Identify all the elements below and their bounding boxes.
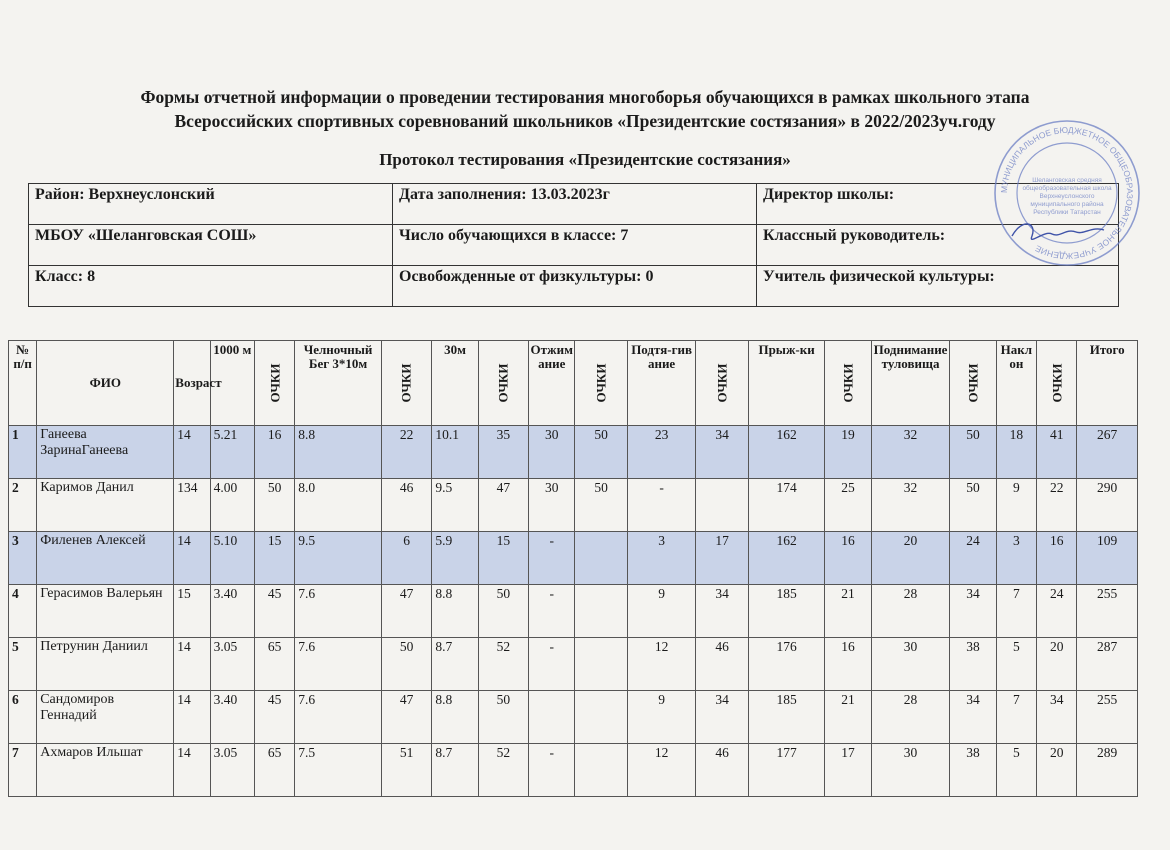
cell-age: 15 bbox=[174, 585, 210, 638]
table-row bbox=[9, 426, 1138, 479]
cell-1000m-points: 50 bbox=[254, 479, 294, 532]
cell-number: 5 bbox=[9, 638, 37, 691]
cell-jumps: 162 bbox=[748, 426, 825, 479]
cell-name: Сандомиров Геннадий bbox=[37, 691, 174, 744]
cell-situps-points: 34 bbox=[950, 691, 996, 744]
col-points: ОЧКИ bbox=[825, 341, 871, 426]
col-name: ФИО bbox=[37, 341, 174, 426]
cell-number: 3 bbox=[9, 532, 37, 585]
cell-shuttle-points: 47 bbox=[381, 585, 431, 638]
cell-pullups-points: 17 bbox=[696, 532, 748, 585]
cell-1000m: 4.00 bbox=[210, 479, 254, 532]
cell-number: 2 bbox=[9, 479, 37, 532]
cell-pushups: - bbox=[529, 532, 575, 585]
cell-situps-points: 24 bbox=[950, 532, 996, 585]
table-row bbox=[9, 479, 1138, 532]
cell-shuttle: 7.6 bbox=[295, 638, 382, 691]
cell-jumps-points: 19 bbox=[825, 426, 871, 479]
table-row bbox=[9, 532, 1138, 585]
cell-flexibility: 5 bbox=[996, 744, 1036, 797]
cell-flexibility-points: 20 bbox=[1037, 744, 1077, 797]
cell-pullups-points: 46 bbox=[696, 744, 748, 797]
info-school: МБОУ «Шеланговская СОШ» bbox=[29, 225, 393, 266]
cell-30m: 5.9 bbox=[432, 532, 478, 585]
info-district: Район: Верхнеуслонский bbox=[29, 184, 393, 225]
cell-situps-points: 34 bbox=[950, 585, 996, 638]
col-number: № п/п bbox=[9, 341, 37, 426]
cell-total: 255 bbox=[1077, 585, 1138, 638]
cell-jumps-points: 17 bbox=[825, 744, 871, 797]
cell-flexibility-points: 41 bbox=[1037, 426, 1077, 479]
cell-name: Петрунин Даниил bbox=[37, 638, 174, 691]
cell-30m: 10.1 bbox=[432, 426, 478, 479]
cell-jumps-points: 16 bbox=[825, 532, 871, 585]
cell-pushups-points bbox=[575, 744, 627, 797]
cell-30m: 8.8 bbox=[432, 691, 478, 744]
cell-shuttle-points: 50 bbox=[381, 638, 431, 691]
cell-jumps: 185 bbox=[748, 691, 825, 744]
cell-pullups: - bbox=[627, 479, 696, 532]
cell-30m-points: 47 bbox=[478, 479, 528, 532]
cell-pullups: 12 bbox=[627, 744, 696, 797]
cell-30m-points: 52 bbox=[478, 744, 528, 797]
cell-shuttle-points: 6 bbox=[381, 532, 431, 585]
cell-flexibility-points: 24 bbox=[1037, 585, 1077, 638]
cell-pullups: 23 bbox=[627, 426, 696, 479]
protocol-subtitle: Протокол тестирования «Президентские состязания» bbox=[379, 150, 791, 169]
cell-name: Ганеева ЗаринаГанеева bbox=[37, 426, 174, 479]
cell-pushups-points bbox=[575, 638, 627, 691]
info-class-teacher: Классный руководитель: bbox=[757, 225, 1119, 266]
cell-flexibility: 3 bbox=[996, 532, 1036, 585]
cell-name: Ахмаров Ильшат bbox=[37, 744, 174, 797]
cell-30m-points: 50 bbox=[478, 691, 528, 744]
cell-flexibility-points: 16 bbox=[1037, 532, 1077, 585]
table-header-row bbox=[9, 341, 1138, 426]
cell-pushups-points: 50 bbox=[575, 426, 627, 479]
cell-age: 134 bbox=[174, 479, 210, 532]
cell-flexibility-points: 20 bbox=[1037, 638, 1077, 691]
cell-30m: 8.7 bbox=[432, 638, 478, 691]
cell-flexibility: 7 bbox=[996, 585, 1036, 638]
cell-age: 14 bbox=[174, 426, 210, 479]
cell-situps: 30 bbox=[871, 638, 950, 691]
cell-1000m: 3.40 bbox=[210, 585, 254, 638]
cell-30m: 8.7 bbox=[432, 744, 478, 797]
col-jumps: Прыж-ки bbox=[748, 341, 825, 426]
cell-jumps: 162 bbox=[748, 532, 825, 585]
col-points: ОЧКИ bbox=[254, 341, 294, 426]
cell-1000m-points: 16 bbox=[254, 426, 294, 479]
stamp-line-3: Верхнеуслонского bbox=[1039, 193, 1095, 200]
cell-jumps: 177 bbox=[748, 744, 825, 797]
cell-situps: 20 bbox=[871, 532, 950, 585]
cell-shuttle-points: 51 bbox=[381, 744, 431, 797]
cell-1000m: 3.40 bbox=[210, 691, 254, 744]
cell-pullups: 9 bbox=[627, 585, 696, 638]
cell-1000m: 3.05 bbox=[210, 638, 254, 691]
cell-30m-points: 50 bbox=[478, 585, 528, 638]
cell-shuttle-points: 47 bbox=[381, 691, 431, 744]
cell-30m-points: 15 bbox=[478, 532, 528, 585]
cell-situps: 28 bbox=[871, 585, 950, 638]
cell-jumps-points: 21 bbox=[825, 691, 871, 744]
col-points: ОЧКИ bbox=[950, 341, 996, 426]
stamp-line-2: общеобразовательная школа bbox=[1022, 185, 1112, 192]
cell-shuttle: 7.5 bbox=[295, 744, 382, 797]
cell-pullups-points: 46 bbox=[696, 638, 748, 691]
cell-jumps: 174 bbox=[748, 479, 825, 532]
cell-age: 14 bbox=[174, 638, 210, 691]
col-points: ОЧКИ bbox=[575, 341, 627, 426]
stamp-ring-text: МУНИЦИПАЛЬНОЕ БЮДЖЕТНОЕ ОБЩЕОБРАЗОВАТЕЛЬНОЕ УЧРЕЖДЕНИЕ bbox=[998, 124, 1136, 262]
cell-total: 255 bbox=[1077, 691, 1138, 744]
cell-shuttle-points: 46 bbox=[381, 479, 431, 532]
info-student-count: Число обучающихся в классе: 7 bbox=[393, 225, 757, 266]
cell-1000m-points: 45 bbox=[254, 691, 294, 744]
cell-jumps-points: 25 bbox=[825, 479, 871, 532]
stamp-line-5: Республики Татарстан bbox=[1033, 209, 1101, 216]
cell-1000m: 3.05 bbox=[210, 744, 254, 797]
cell-number: 4 bbox=[9, 585, 37, 638]
cell-pullups-points: 34 bbox=[696, 426, 748, 479]
cell-jumps-points: 16 bbox=[825, 638, 871, 691]
cell-situps: 30 bbox=[871, 744, 950, 797]
cell-1000m-points: 65 bbox=[254, 744, 294, 797]
cell-total: 289 bbox=[1077, 744, 1138, 797]
cell-name: Филенев Алексей bbox=[37, 532, 174, 585]
title-line-1: Формы отчетной информации о проведении тестирования многоборья обучающихся в рамках школьного этапа bbox=[140, 87, 1030, 107]
cell-situps: 32 bbox=[871, 426, 950, 479]
cell-situps: 28 bbox=[871, 691, 950, 744]
col-30m: 30м bbox=[432, 341, 478, 426]
cell-1000m: 5.21 bbox=[210, 426, 254, 479]
cell-jumps: 176 bbox=[748, 638, 825, 691]
cell-30m-points: 52 bbox=[478, 638, 528, 691]
cell-flexibility-points: 34 bbox=[1037, 691, 1077, 744]
cell-total: 287 bbox=[1077, 638, 1138, 691]
cell-1000m-points: 45 bbox=[254, 585, 294, 638]
cell-number: 7 bbox=[9, 744, 37, 797]
info-exempt: Освобожденные от физкультуры: 0 bbox=[393, 266, 757, 307]
cell-shuttle: 7.6 bbox=[295, 691, 382, 744]
cell-flexibility: 7 bbox=[996, 691, 1036, 744]
cell-situps-points: 50 bbox=[950, 479, 996, 532]
cell-1000m-points: 15 bbox=[254, 532, 294, 585]
cell-situps-points: 50 bbox=[950, 426, 996, 479]
table-row bbox=[9, 691, 1138, 744]
page-title bbox=[40, 85, 1130, 133]
col-points: ОЧКИ bbox=[1037, 341, 1077, 426]
col-situps: Поднимание туловища bbox=[871, 341, 950, 426]
cell-number: 1 bbox=[9, 426, 37, 479]
cell-number: 6 bbox=[9, 691, 37, 744]
cell-pushups: 30 bbox=[529, 479, 575, 532]
cell-age: 14 bbox=[174, 744, 210, 797]
cell-pullups-points: 34 bbox=[696, 585, 748, 638]
cell-flexibility: 9 bbox=[996, 479, 1036, 532]
results-table bbox=[8, 340, 1138, 797]
col-points: ОЧКИ bbox=[696, 341, 748, 426]
info-director: Директор школы: bbox=[757, 184, 1119, 225]
cell-shuttle-points: 22 bbox=[381, 426, 431, 479]
cell-pullups-points bbox=[696, 479, 748, 532]
cell-name: Каримов Данил bbox=[37, 479, 174, 532]
cell-pushups: - bbox=[529, 744, 575, 797]
title-line-2: Всероссийских спортивных соревнований школьников «Президентские состязания» в 2022/2023уч.году bbox=[174, 111, 996, 131]
cell-shuttle: 8.0 bbox=[295, 479, 382, 532]
cell-name: Герасимов Валерьян bbox=[37, 585, 174, 638]
cell-pushups-points bbox=[575, 691, 627, 744]
cell-pushups-points bbox=[575, 532, 627, 585]
cell-pushups-points: 50 bbox=[575, 479, 627, 532]
cell-total: 109 bbox=[1077, 532, 1138, 585]
cell-30m-points: 35 bbox=[478, 426, 528, 479]
cell-total: 267 bbox=[1077, 426, 1138, 479]
col-points: ОЧКИ bbox=[381, 341, 431, 426]
cell-shuttle: 9.5 bbox=[295, 532, 382, 585]
col-1000m: 1000 м bbox=[210, 341, 254, 426]
cell-situps-points: 38 bbox=[950, 744, 996, 797]
cell-pushups: 30 bbox=[529, 426, 575, 479]
cell-30m: 8.8 bbox=[432, 585, 478, 638]
table-row bbox=[9, 744, 1138, 797]
info-class: Класс: 8 bbox=[29, 266, 393, 307]
info-table bbox=[28, 183, 1119, 307]
cell-situps-points: 38 bbox=[950, 638, 996, 691]
cell-jumps-points: 21 bbox=[825, 585, 871, 638]
cell-flexibility: 18 bbox=[996, 426, 1036, 479]
col-shuttle-run: Челночный Бег 3*10м bbox=[295, 341, 382, 426]
cell-flexibility: 5 bbox=[996, 638, 1036, 691]
col-age: Возраст bbox=[174, 341, 210, 426]
cell-shuttle: 7.6 bbox=[295, 585, 382, 638]
col-flexibility: Наклон bbox=[996, 341, 1036, 426]
cell-shuttle: 8.8 bbox=[295, 426, 382, 479]
cell-pushups bbox=[529, 691, 575, 744]
cell-age: 14 bbox=[174, 691, 210, 744]
stamp-line-1: Шеланговская средняя bbox=[1032, 177, 1102, 184]
info-fill-date: Дата заполнения: 13.03.2023г bbox=[393, 184, 757, 225]
cell-flexibility-points: 22 bbox=[1037, 479, 1077, 532]
cell-1000m-points: 65 bbox=[254, 638, 294, 691]
cell-pullups: 3 bbox=[627, 532, 696, 585]
col-pushups: Отжимание bbox=[529, 341, 575, 426]
cell-jumps: 185 bbox=[748, 585, 825, 638]
cell-pushups-points bbox=[575, 585, 627, 638]
cell-age: 14 bbox=[174, 532, 210, 585]
cell-1000m: 5.10 bbox=[210, 532, 254, 585]
school-stamp bbox=[992, 118, 1142, 268]
col-pullups: Подтя-гивание bbox=[627, 341, 696, 426]
cell-pushups: - bbox=[529, 638, 575, 691]
cell-total: 290 bbox=[1077, 479, 1138, 532]
cell-pullups-points: 34 bbox=[696, 691, 748, 744]
table-row bbox=[9, 638, 1138, 691]
cell-pullups: 12 bbox=[627, 638, 696, 691]
info-pe-teacher: Учитель физической культуры: bbox=[757, 266, 1119, 307]
stamp-line-4: муниципального района bbox=[1030, 201, 1104, 208]
cell-situps: 32 bbox=[871, 479, 950, 532]
col-points: ОЧКИ bbox=[478, 341, 528, 426]
col-total: Итого bbox=[1077, 341, 1138, 426]
table-row bbox=[9, 585, 1138, 638]
cell-pushups: - bbox=[529, 585, 575, 638]
cell-30m: 9.5 bbox=[432, 479, 478, 532]
cell-pullups: 9 bbox=[627, 691, 696, 744]
